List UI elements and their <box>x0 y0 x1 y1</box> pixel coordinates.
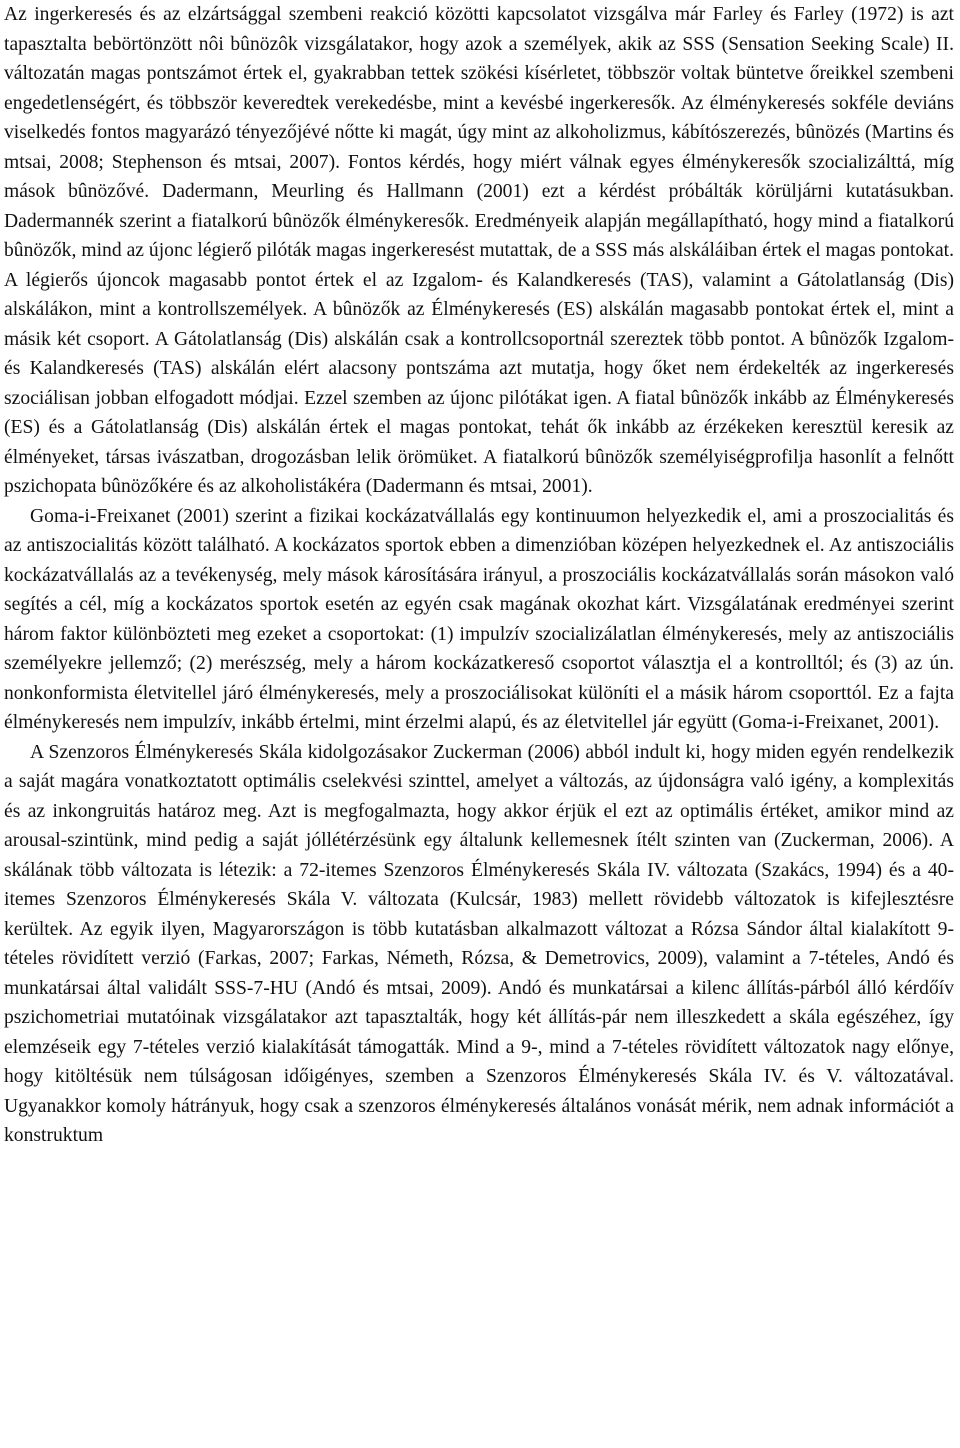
paragraph-ingerkereses-elzartsag: Az ingerkeresés és az elzártsággal szembeni reakció közötti kapcsolatot vizsgálva már Farley és Farley (1972) is azt tapasztalta bebörtönzött nôi bûnözôk vizsgálatakor, hogy azok a személyek, akik az SSS (Sensation Seeking Scale) II. változatán magas pontszámot értek el, gyakrabban tettek szökési kísérletet, többször voltak büntetve őreikkel szembeni engedetlenségért, és többször keveredtek verekedésbe, mint a kevésbé ingerkeresők. Az élménykeresés sokféle deviáns viselkedés fontos magyarázó tényezőjévé nőtte ki magát, úgy mint az alkoholizmus, kábítószerezés, bûnözés (Martins és mtsai, 2008; Stephenson és mtsai, 2007). Fontos kérdés, hogy miért válnak egyes élménykeresők szocializálttá, míg mások bûnözővé. Dadermann, Meurling és Hallmann (2001) ezt a kérdést próbálták körüljárni kutatásukban. Dadermannék szerint a fiatalkorú bûnözők élménykeresők. Eredményeik alapján megállapítható, hogy mind a fiatalkorú bûnözők, mind az újonc légierő pilóták magas ingerkeresést mutattak, de a SSS más alskáláiban értek el magas pontokat. A légierős újoncok magasabb pontot értek el az Izgalom- és Kalandkeresés (TAS), valamint a Gátolatlanság (Dis) alskálákon, mint a kontrollszemélyek. A bûnözők az Élménykeresés (ES) alskálán magasabb pontokat értek el, mint a másik két csoport. A Gátolatlanság (Dis) alskálán csak a kontrollcsoportnál szereztek több pontot. A bûnözők Izgalom- és Kalandkeresés (TAS) alskálán elért alacsony pontszáma azt mutatja, hogy őket nem érdekelték az ingerkeresés szociálisan jobban elfogadott módjai. Ezzel szemben az újonc pilótákat igen. A fiatal bûnözők inkább az Élménykeresés (ES) és a Gátolatlanság (Dis) alskálán értek el magas pontokat, tehát ők inkább az érzékeken keresztül keresik az élményeket, társas ivászatban, drogozásban lelik örömüket. A fiatalkorú bûnözők személyiségprofilja hasonlít a felnőtt pszichopata bûnözőkére és az alkoholistákéra (Dadermann és mtsai, 2001). <box>4 4 954 497</box>
paragraph-szenzoros-elmenykereses-skala: A Szenzoros Élménykeresés Skála kidolgozásakor Zuckerman (2006) abból indult ki, hogy miden egyén rendelkezik a saját magára vonatkoztatott optimális cselekvési szinttel, amelyet a változás, az újdonságra való igény, a komplexitás és az inkongruitás határoz meg. Azt is megfogalmazta, hogy akkor érjük el ezt az optimális értéket, amikor mind az arousal-szintünk, mind pedig a saját jóllétérzésünk egy általunk kellemesnek ítélt szinten van (Zuckerman, 2006). A skálának több változata is létezik: a 72-itemes Szenzoros Élménykeresés Skála IV. változata (Szakács, 1994) és a 40-itemes Szenzoros Élménykeresés Skála V. változata (Kulcsár, 1983) mellett rövidebb változatok is kifejlesztésre kerültek. Az egyik ilyen, Magyarországon is több kutatásban alkalmazott változat a Rózsa Sándor által kialakított 9-tételes rövidített verzió (Farkas, 2007; Farkas, Németh, Rózsa, & Demetrovics, 2009), valamint a 7-tételes, Andó és munkatársai által validált SSS-7-HU (Andó és mtsai, 2009). Andó és munkatársai a kilenc állítás-párból álló kérdőív pszichometriai mutatóinak vizsgálatakor azt tapasztalták, hogy két állítás-pár nem illeszkedett a skála egészéhez, így elemzéseik egy 7-tételes verzió kialakítását támogatták. Mind a 9-, mind a 7-tételes rövidített változatok nagy előnye, hogy kitöltésük nem túlságosan időigényes, szemben a Szenzoros Élménykeresés Skála IV. és V. változatával. Ugyanakkor komoly hátrányuk, hogy csak a szenzoros élménykeresés általános vonását mérik, nem adnak információt a konstruktum <box>4 741 954 1146</box>
paragraph-goma-i-freixanet: Goma-i-Freixanet (2001) szerint a fizikai kockázatvállalás egy kontinuumon helyezkedik el, ami a proszocialitás és az antiszocialitás között található. A kockázatos sportok ebben a dimenzióban középen helyezkednek el. Az antiszociális kockázatvállalás az a tevékenység, mely mások károsítására irányul, a proszociális kockázatvállalás során másokon való segítés a cél, míg a kockázatos sportok esetén az egyén csak magának okozhat kárt. Vizsgálatának eredményei szerint három faktor különbözteti meg ezeket a csoportokat: (1) impulzív szocializálatlan élménykeresés, mely az antiszociális személyekre jellemző; (2) merészség, mely a három kockázatkereső csoportot választja el a kontrolltól; és (3) az ún. nonkonformista életvitellel járó élménykeresés, mely a proszociálisokat különíti el a másik három csoporttól. Ez a fajta élménykeresés nem impulzív, inkább értelmi, mint érzelmi alapú, és az életvitellel jár együtt (Goma-i-Freixanet, 2001). <box>4 505 954 733</box>
